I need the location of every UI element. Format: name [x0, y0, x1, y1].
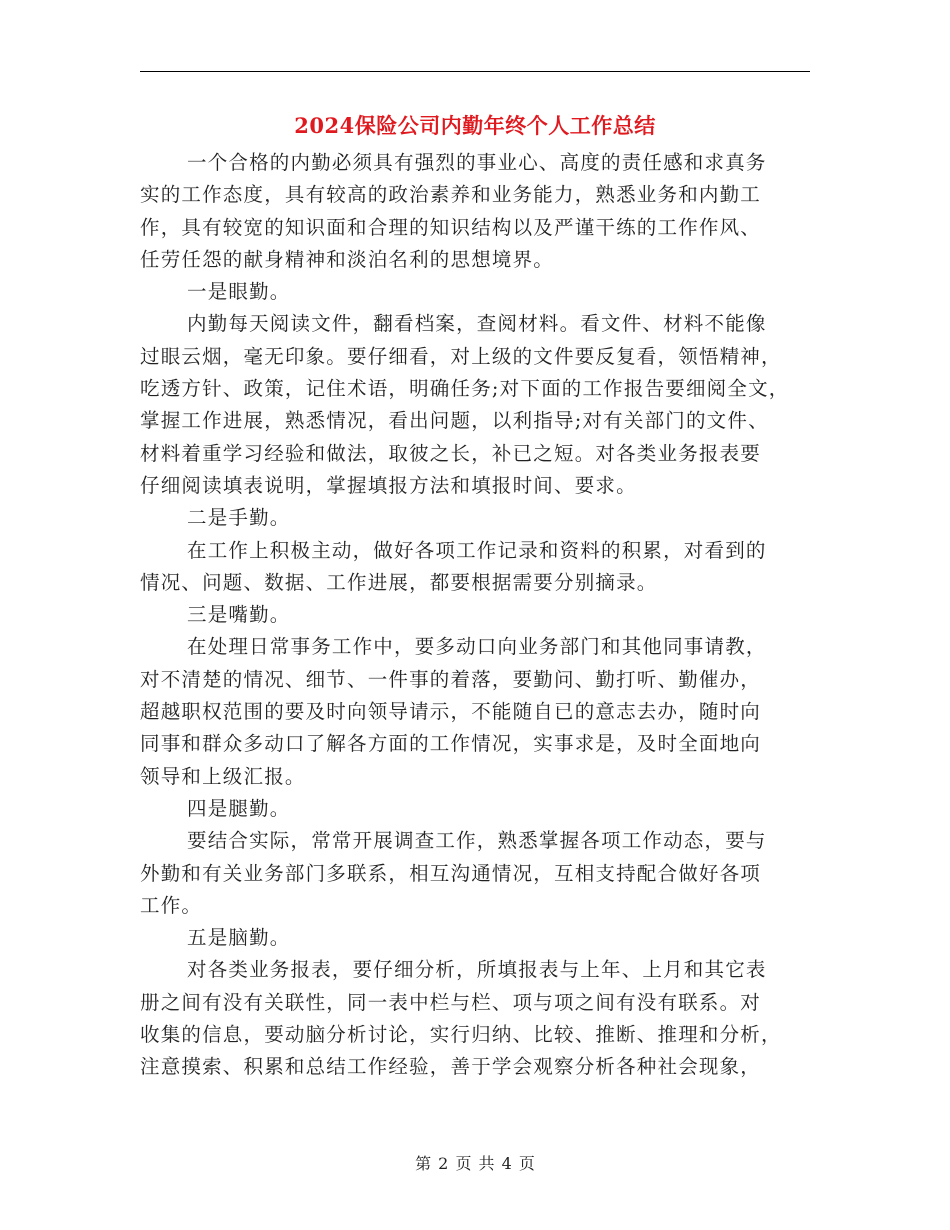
paragraph-line: 册之间有没有关联性，同一表中栏与栏、项与项之间有没有联系。对 — [140, 990, 762, 1014]
paragraph-line: 内勤每天阅读文件，翻看档案，查阅材料。看文件、材料不能像 — [187, 312, 767, 336]
document-title: 2024保险公司内勤年终个人工作总结 — [294, 113, 656, 138]
paragraph-line: 过眼云烟，毫无印象。要仔细看，对上级的文件要反复看，领悟精神， — [140, 344, 782, 368]
paragraph-line: 对不清楚的情况、细节、一件事的着落，要勤问、勤打听、勤催办， — [140, 667, 762, 691]
page-number: 第 2 页 共 4 页 — [415, 1154, 535, 1173]
section-heading: 三是嘴勤。 — [187, 603, 291, 627]
paragraph-line: 外勤和有关业务部门多联系，相互沟通情况，互相支持配合做好各项 — [140, 861, 762, 885]
paragraph-line: 任劳任怨的献身精神和淡泊名利的思想境界。 — [140, 247, 555, 271]
paragraph-line: 收集的信息，要动脑分析讨论，实行归纳、比较、推断、推理和分析， — [140, 1023, 782, 1047]
document-body — [140, 147, 812, 1084]
paragraph-line: 在工作上积极主动，做好各项工作记录和资料的积累，对看到的 — [187, 538, 767, 562]
paragraph-line: 作，具有较宽的知识面和合理的知识结构以及严谨干练的工作作风、 — [140, 215, 762, 239]
paragraph-line: 情况、问题、数据、工作进展，都要根据需要分别摘录。 — [140, 570, 658, 594]
section-heading: 四是腿勤。 — [187, 796, 291, 820]
paragraph-line: 要结合实际，常常开展调查工作，熟悉掌握各项工作动态，要与 — [187, 829, 767, 853]
paragraph-line: 掌握工作进展，熟悉情况，看出问题，以利指导;对有关部门的文件、 — [140, 409, 769, 433]
section-heading: 二是手勤。 — [187, 506, 291, 530]
paragraph-line: 材料着重学习经验和做法，取彼之长，补已之短。对各类业务报表要 — [140, 441, 762, 465]
section-heading: 一是眼勤。 — [187, 280, 291, 304]
paragraph-line: 对各类业务报表，要仔细分析，所填报表与上年、上月和其它表 — [187, 958, 767, 982]
paragraph-line: 实的工作态度，具有较高的政治素养和业务能力，熟悉业务和内勤工 — [140, 183, 762, 207]
paragraph-line: 工作。 — [140, 893, 203, 917]
paragraph-line: 超越职权范围的要及时向领导请示，不能随自已的意志去办，随时向 — [140, 700, 762, 724]
paragraph-line: 领导和上级汇报。 — [140, 764, 306, 788]
paragraph-line: 在处理日常事务工作中，要多动口向业务部门和其他同事请教， — [187, 635, 767, 659]
paragraph-line: 吃透方针、政策，记住术语，明确任务;对下面的工作报告要细阅全文， — [140, 377, 790, 401]
paragraph-line: 同事和群众多动口了解各方面的工作情况，实事求是，及时全面地向 — [140, 732, 762, 756]
header-rule — [140, 71, 810, 72]
paragraph-line: 注意摸索、积累和总结工作经验，善于学会观察分析各种社会现象， — [140, 1055, 762, 1079]
paragraph-line: 一个合格的内勤必须具有强烈的事业心、高度的责任感和求真务 — [187, 151, 767, 174]
section-heading: 五是脑勤。 — [187, 926, 291, 950]
paragraph-line: 仔细阅读填表说明，掌握填报方法和填报时间、要求。 — [140, 473, 637, 497]
